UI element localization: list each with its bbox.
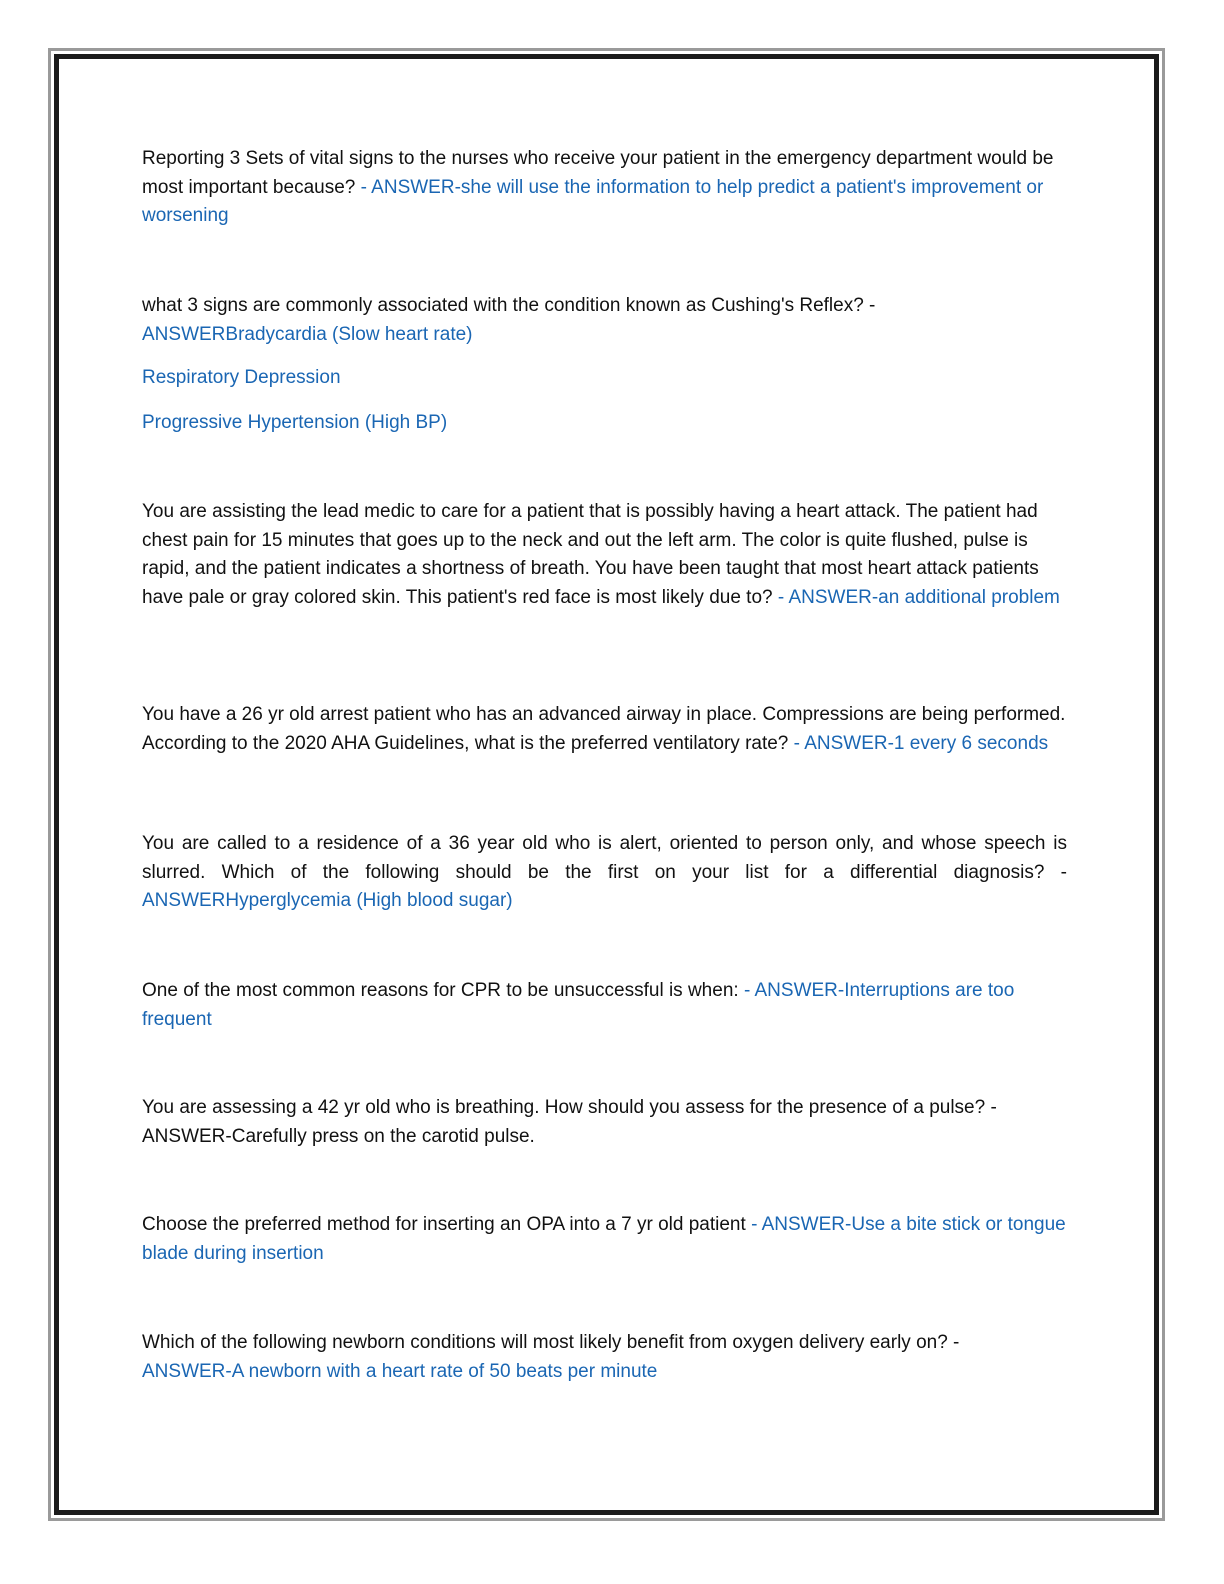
question-text: You are assessing a 42 yr old who is breathing. How should you assess for the presence of a pulse? - ANSWER-Carefully press on the carotid pulse. <box>142 1097 997 1147</box>
qa-item-3 <box>142 498 1067 612</box>
question-text: You have a 26 yr old arrest patient who has an advanced airway in place. Compressions are being performed. According to the 2020 AHA Guidelines, what is the preferred ventilatory rate? <box>142 704 1066 754</box>
qa-item-4 <box>142 701 1067 758</box>
answer-text: ANSWERHyperglycemia (High blood sugar) <box>142 890 513 912</box>
answer-text: ANSWER-A newborn with a heart rate of 50 beats per minute <box>142 1360 658 1382</box>
qa-item-6 <box>142 977 1067 1034</box>
qa-item-9 <box>142 1329 1067 1386</box>
page-border-inner <box>54 54 1159 1515</box>
question-text: Choose the preferred method for inserting an OPA into a 7 yr old patient <box>142 1214 752 1235</box>
answer-text: - ANSWER-1 every 6 seconds <box>793 732 1049 754</box>
question-text: You are called to a residence of a 36 year old who is alert, oriented to person only, and whose speech is slurred. Which of the following should be the first on your list for a differential diagnosis? - <box>142 833 1067 883</box>
question-text: Which of the following newborn conditions will most likely benefit from oxygen delivery early on? - <box>142 1332 960 1353</box>
question-text: what 3 signs are commonly associated with the condition known as Cushing's Reflex? - <box>142 295 876 316</box>
question-text: One of the most common reasons for CPR to be unsuccessful is when: <box>142 980 744 1001</box>
answer-extra-line: Respiratory Depression <box>142 367 341 388</box>
answer-extra-line: Progressive Hypertension (High BP) <box>142 412 448 433</box>
qa-item-8 <box>142 1211 1067 1268</box>
qa-item-2 <box>142 292 1067 349</box>
answer-text: - ANSWER-she will use the information to help predict a patient's improvement or worsening <box>142 176 1044 227</box>
qa-item-5 <box>142 830 1067 916</box>
answer-text: ANSWERBradycardia (Slow heart rate) <box>142 323 473 345</box>
answer-text: - ANSWER-an additional problem <box>777 586 1060 608</box>
answer-text: - ANSWER-Interruptions are too frequent <box>142 980 1015 1030</box>
question-text: Reporting 3 Sets of vital signs to the nurses who receive your patient in the emergency department would be most important because? <box>142 148 1054 198</box>
qa-item-7 <box>142 1094 1067 1151</box>
answer-text: - ANSWER-Use a bite stick or tongue blade during insertion <box>142 1214 1066 1264</box>
question-text: You are assisting the lead medic to care for a patient that is possibly having a heart attack. The patient had chest pain for 15 minutes that goes up to the neck and out the left arm. The color is quite flushed, pulse is rapid, and the patient indicates a shortness of breath. You have been taught that most heart attack patients have pale or gray colored skin. This patient's red face is most likely due to? <box>142 501 1039 608</box>
qa-item-1 <box>142 145 1067 231</box>
